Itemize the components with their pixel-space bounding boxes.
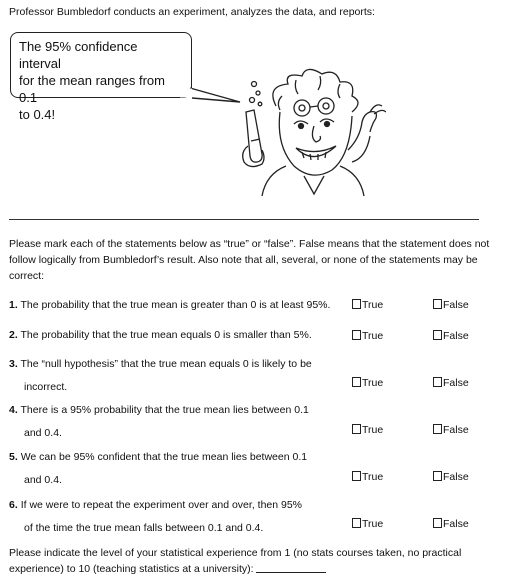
question-text-continued: and 0.4.	[24, 427, 62, 439]
option-false[interactable]	[433, 518, 469, 530]
question-text-continued: and 0.4.	[24, 474, 62, 486]
question-text: There is a 95% probability that the true mean lies between 0.1	[20, 404, 309, 416]
checkbox-icon[interactable]	[433, 471, 442, 481]
question-6	[9, 494, 349, 540]
intro-text: Professor Bumbledorf conducts an experiment, analyzes the data, and reports:	[9, 6, 375, 18]
option-true-label: True	[362, 330, 384, 342]
question-2	[9, 324, 349, 347]
option-true-label: True	[362, 518, 384, 530]
question-number: 5.	[9, 451, 18, 463]
option-false-label: False	[443, 424, 469, 436]
checkbox-icon[interactable]	[352, 471, 361, 481]
question-number: 1.	[9, 299, 18, 311]
option-true[interactable]	[352, 299, 383, 311]
checkbox-icon[interactable]	[433, 518, 442, 528]
checkbox-icon[interactable]	[433, 377, 442, 387]
instructions	[9, 236, 501, 284]
question-text: The “null hypothesis” that the true mean equals 0 is likely to be	[20, 358, 312, 370]
question-text-continued: of the time the true mean falls between 0.1 and 0.4.	[24, 522, 264, 534]
checkbox-icon[interactable]	[433, 424, 442, 434]
question-4	[9, 399, 349, 445]
question-number: 4.	[9, 404, 18, 416]
option-true-label: True	[362, 424, 384, 436]
checkbox-icon[interactable]	[352, 518, 361, 528]
option-true[interactable]	[352, 518, 383, 530]
question-text: The probability that the true mean is greater than 0 is at least 95%.	[20, 299, 331, 311]
question-text: The probability that the true mean equals 0 is smaller than 5%.	[20, 329, 312, 341]
bubble-line-2: for the mean ranges from 0.1	[19, 73, 165, 105]
instructions-line-2: follow logically from Bumbledorf’s result. Also note that all, several, or none of the statements may be	[9, 254, 478, 266]
question-text: If we were to repeat the experiment over and over, then 95%	[20, 499, 303, 511]
question-number: 6.	[9, 499, 18, 511]
experience-prompt	[9, 545, 501, 577]
question-text-continued: incorrect.	[24, 381, 68, 393]
option-false[interactable]	[433, 377, 469, 389]
separator-line	[9, 219, 479, 220]
question-text: We can be 95% confident that the true mean lies between 0.1	[20, 451, 308, 463]
option-false[interactable]	[433, 299, 469, 311]
option-true[interactable]	[352, 424, 383, 436]
option-true[interactable]	[352, 471, 383, 483]
option-false[interactable]	[433, 424, 469, 436]
checkbox-icon[interactable]	[352, 424, 361, 434]
option-true[interactable]	[352, 330, 383, 342]
option-false-label: False	[443, 299, 469, 311]
checkbox-icon[interactable]	[352, 299, 361, 309]
option-true-label: True	[362, 471, 384, 483]
option-false[interactable]	[433, 330, 469, 342]
instructions-line-3: correct:	[9, 270, 45, 282]
speech-bubble	[10, 32, 192, 122]
professor-illustration	[236, 66, 386, 206]
option-true-label: True	[362, 377, 384, 389]
option-true[interactable]	[352, 377, 383, 389]
question-number: 2.	[9, 329, 18, 341]
checkbox-icon[interactable]	[433, 299, 442, 309]
question-3	[9, 353, 349, 399]
experience-line-2: experience) to 10 (teaching statistics at a university):	[9, 563, 254, 575]
question-1	[9, 294, 349, 317]
experience-line-1: Please indicate the level of your statistical experience from 1 (no stats courses taken, no practical	[9, 547, 462, 559]
option-false-label: False	[443, 471, 469, 483]
question-number: 3.	[9, 358, 18, 370]
checkbox-icon[interactable]	[352, 330, 361, 340]
bubble-line-3: to 0.4!	[19, 107, 56, 122]
bubble-line-1: The 95% confidence interval	[19, 39, 138, 71]
option-false-label: False	[443, 518, 469, 530]
question-5	[9, 446, 349, 492]
option-false[interactable]	[433, 471, 469, 483]
checkbox-icon[interactable]	[352, 377, 361, 387]
option-false-label: False	[443, 377, 469, 389]
option-true-label: True	[362, 299, 384, 311]
instructions-line-1: Please mark each of the statements below as “true” or “false”. False means that the statement does not	[9, 238, 490, 250]
option-false-label: False	[443, 330, 469, 342]
checkbox-icon[interactable]	[433, 330, 442, 340]
experience-answer-blank[interactable]	[256, 562, 326, 573]
